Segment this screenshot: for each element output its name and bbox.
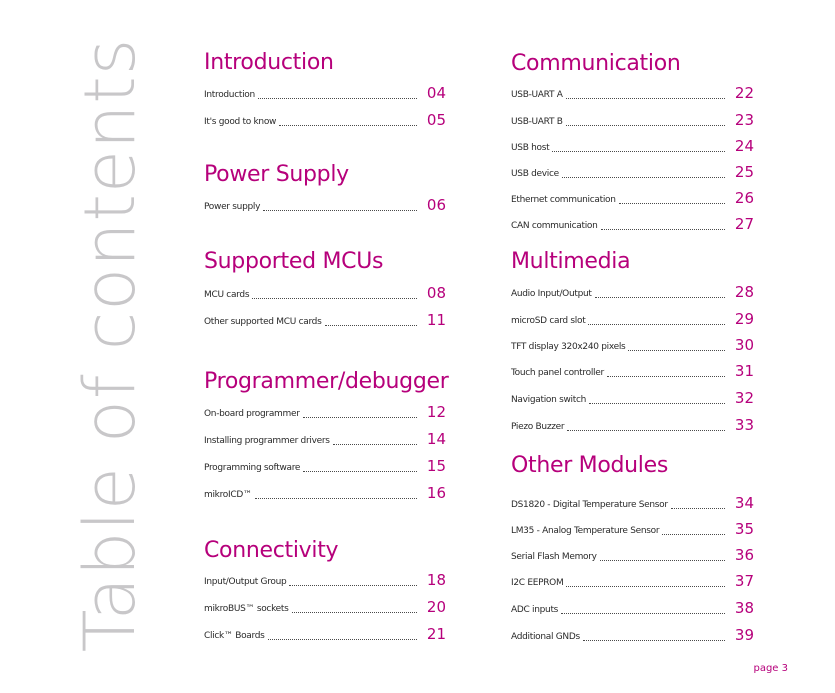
toc-entry-page-number: 36 (734, 546, 754, 564)
toc-entry-page-number: 31 (734, 362, 754, 380)
toc-entry-label: Other supported MCU cards (204, 317, 322, 327)
dot-leader (566, 586, 725, 587)
dot-leader (268, 639, 417, 640)
dot-leader (303, 417, 417, 418)
toc-entry-page-number: 34 (734, 494, 754, 512)
dot-leader (561, 613, 725, 614)
dot-leader (588, 324, 725, 325)
toc-entry[interactable] (204, 570, 446, 590)
toc-entry-page-number: 06 (426, 196, 446, 214)
section-heading: Connectivity (204, 538, 339, 563)
toc-entry-page-number: 04 (426, 84, 446, 102)
section-heading: Power Supply (204, 162, 349, 187)
toc-entry[interactable] (204, 483, 446, 503)
toc-entry-page-number: 11 (426, 311, 446, 329)
dot-leader (567, 430, 725, 431)
toc-entry-page-number: 18 (426, 571, 446, 589)
dot-leader (601, 229, 725, 230)
toc-entry[interactable] (204, 283, 446, 303)
toc-entry-page-number: 21 (426, 625, 446, 643)
toc-entry-label: Input/Output Group (204, 577, 287, 587)
toc-entry-label: USB device (511, 169, 559, 179)
toc-entry-page-number: 37 (734, 572, 754, 590)
toc-entry-page-number: 05 (426, 111, 446, 129)
toc-entry-page-number: 39 (734, 626, 754, 644)
toc-entry-label: Serial Flash Memory (511, 552, 597, 562)
toc-entry-label: Touch panel controller (511, 368, 604, 378)
toc-entry[interactable] (204, 83, 446, 103)
toc-entry[interactable] (511, 415, 754, 435)
left-toc-column (204, 0, 449, 693)
section-heading: Supported MCUs (204, 249, 384, 274)
toc-entry[interactable] (511, 545, 754, 565)
dot-leader (258, 98, 417, 99)
toc-entry-label: USB-UART B (511, 117, 563, 127)
toc-entry-label: USB host (511, 143, 550, 153)
dot-leader (628, 350, 725, 351)
toc-entry[interactable] (511, 282, 754, 302)
dot-leader (303, 471, 417, 472)
toc-entry-page-number: 15 (426, 457, 446, 475)
toc-entry-label: Navigation switch (511, 395, 587, 405)
toc-entry-page-number: 22 (734, 84, 754, 102)
toc-entry[interactable] (511, 598, 754, 618)
toc-entry-label: LM35 - Analog Temperature Sensor (511, 526, 660, 536)
dot-leader (619, 203, 725, 204)
toc-entry[interactable] (204, 624, 446, 644)
toc-entry-label: Ethernet communication (511, 195, 616, 205)
toc-entry-page-number: 30 (734, 336, 754, 354)
toc-entry[interactable] (511, 83, 754, 103)
toc-entry[interactable] (511, 214, 754, 234)
toc-entry-label: mikroICD™ (204, 490, 252, 500)
toc-entry[interactable] (511, 110, 754, 130)
toc-entry[interactable] (204, 429, 446, 449)
toc-entry-page-number: 23 (734, 111, 754, 129)
toc-entry-page-number: 08 (426, 284, 446, 302)
toc-entry-label: Introduction (204, 90, 255, 100)
dot-leader (600, 560, 725, 561)
dot-leader (589, 403, 725, 404)
toc-entry[interactable] (204, 597, 446, 617)
toc-entry-page-number: 35 (734, 520, 754, 538)
toc-entry-page-number: 27 (734, 215, 754, 233)
toc-entry-label: Installing programmer drivers (204, 436, 330, 446)
dot-leader (583, 640, 725, 641)
dot-leader (325, 325, 417, 326)
dot-leader (292, 612, 417, 613)
toc-entry[interactable] (511, 188, 754, 208)
right-toc-column (511, 0, 754, 693)
dot-leader (607, 376, 725, 377)
toc-entry-page-number: 33 (734, 416, 754, 434)
dot-leader (263, 210, 417, 211)
dot-leader (333, 444, 417, 445)
dot-leader (595, 297, 725, 298)
toc-entry[interactable] (511, 309, 754, 329)
toc-entry-label: It's good to know (204, 117, 277, 127)
section-heading: Programmer/debugger (204, 369, 449, 394)
toc-entry[interactable] (511, 162, 754, 182)
section-heading: Multimedia (511, 249, 631, 274)
toc-entry-label: MCU cards (204, 290, 250, 300)
toc-entry-label: I2C EEPROM (511, 578, 564, 588)
toc-entry[interactable] (204, 456, 446, 476)
toc-entry-page-number: 20 (426, 598, 446, 616)
dot-leader (566, 125, 725, 126)
toc-entry-label: ADC inputs (511, 605, 559, 615)
toc-entry-label: microSD card slot (511, 316, 586, 326)
toc-entry[interactable] (511, 625, 754, 645)
toc-entry[interactable] (511, 519, 754, 539)
toc-entry-page-number: 32 (734, 389, 754, 407)
dot-leader (562, 177, 725, 178)
toc-entry[interactable] (511, 335, 754, 355)
toc-entry-page-number: 24 (734, 137, 754, 155)
toc-entry-label: mikroBUS™ sockets (204, 604, 289, 614)
toc-entry-label: Piezo Buzzer (511, 422, 565, 432)
dot-leader (552, 151, 725, 152)
toc-entry[interactable] (511, 361, 754, 381)
toc-entry-page-number: 28 (734, 283, 754, 301)
dot-leader (279, 125, 417, 126)
dot-leader (566, 98, 725, 99)
toc-entry[interactable] (204, 195, 446, 215)
toc-entry[interactable] (204, 110, 446, 130)
toc-entry[interactable] (511, 571, 754, 591)
toc-entry-label: Additional GNDs (511, 632, 580, 642)
toc-entry-label: TFT display 320x240 pixels (511, 342, 626, 352)
section-heading: Communication (511, 51, 681, 76)
toc-entry-page-number: 38 (734, 599, 754, 617)
dot-leader (289, 585, 417, 586)
toc-entry-page-number: 12 (426, 403, 446, 421)
toc-entry-label: Audio Input/Output (511, 289, 592, 299)
toc-entry-label: Power supply (204, 202, 261, 212)
page-number: page 3 (753, 663, 788, 674)
side-title: Table of contents (69, 37, 151, 653)
toc-entry[interactable] (511, 136, 754, 156)
toc-entry-page-number: 29 (734, 310, 754, 328)
toc-entry-label: USB-UART A (511, 90, 563, 100)
section-heading: Other Modules (511, 453, 669, 478)
dot-leader (671, 508, 725, 509)
toc-entry-label: Click™ Boards (204, 631, 265, 641)
toc-entry-label: Programming software (204, 463, 301, 473)
toc-entry[interactable] (511, 388, 754, 408)
toc-entry-page-number: 14 (426, 430, 446, 448)
toc-entry-page-number: 16 (426, 484, 446, 502)
dot-leader (252, 298, 417, 299)
toc-entry[interactable] (511, 493, 754, 513)
section-heading: Introduction (204, 50, 334, 75)
toc-entry-label: CAN communication (511, 221, 598, 231)
dot-leader (255, 498, 417, 499)
toc-entry-page-number: 25 (734, 163, 754, 181)
toc-entry[interactable] (204, 402, 446, 422)
toc-entry-label: DS1820 - Digital Temperature Sensor (511, 500, 668, 510)
toc-entry-page-number: 26 (734, 189, 754, 207)
dot-leader (662, 534, 725, 535)
toc-entry-label: On-board programmer (204, 409, 300, 419)
toc-entry[interactable] (204, 310, 446, 330)
